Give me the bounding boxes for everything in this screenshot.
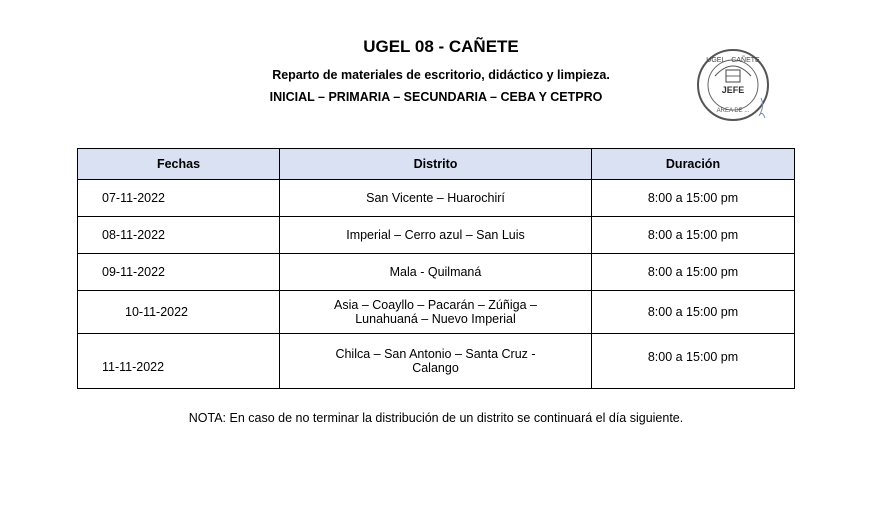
row-duration: 8:00 a 15:00 pm [592,180,795,217]
table-header-row [78,149,795,180]
row-district-line: Calango [412,361,459,375]
row-date: 10-11-2022 [78,291,280,334]
table-row [78,254,795,291]
svg-text:JEFE: JEFE [721,85,745,95]
column-header-district: Distrito [280,149,592,180]
official-seal-stamp [695,46,773,124]
row-district: San Vicente – Huarochirí [280,180,592,217]
row-date: 09-11-2022 [78,254,280,291]
row-duration: 8:00 a 15:00 pm [592,217,795,254]
row-district: Imperial – Cerro azul – San Luis [280,217,592,254]
column-header-duration: Duración [592,149,795,180]
row-duration: 8:00 a 15:00 pm [592,334,795,389]
row-date: 11-11-2022 [78,334,280,389]
svg-text:AREA DE ...: AREA DE ... [716,108,750,114]
document-title: UGEL 08 - CAÑETE [363,37,519,56]
svg-text:UGEL · CAÑETE: UGEL · CAÑETE [706,57,760,64]
row-district [280,334,592,389]
row-district: Mala - Quilmaná [280,254,592,291]
row-district-line: Lunahuaná – Nuevo Imperial [355,312,516,326]
footnote: NOTA: En caso de no terminar la distribución de un distrito se continuará el día siguiente. [188,411,684,425]
table-row [78,291,795,334]
table-row [78,217,795,254]
row-date: 08-11-2022 [78,217,280,254]
row-duration: 8:00 a 15:00 pm [592,291,795,334]
table-row [78,180,795,217]
distribution-schedule-table [77,148,795,389]
table-row [78,334,795,389]
document-levels: INICIAL – PRIMARIA – SECUNDARIA – CEBA Y CETPRO [269,90,603,104]
row-district-line: Chilca – San Antonio – Santa Cruz - [335,347,536,361]
row-district [280,291,592,334]
row-date: 07-11-2022 [78,180,280,217]
document-subtitle: Reparto de materiales de escritorio, didáctico y limpieza. [272,68,610,82]
row-duration: 8:00 a 15:00 pm [592,254,795,291]
row-district-line: Asia – Coayllo – Pacarán – Zúñiga – [334,298,537,312]
column-header-dates: Fechas [78,149,280,180]
